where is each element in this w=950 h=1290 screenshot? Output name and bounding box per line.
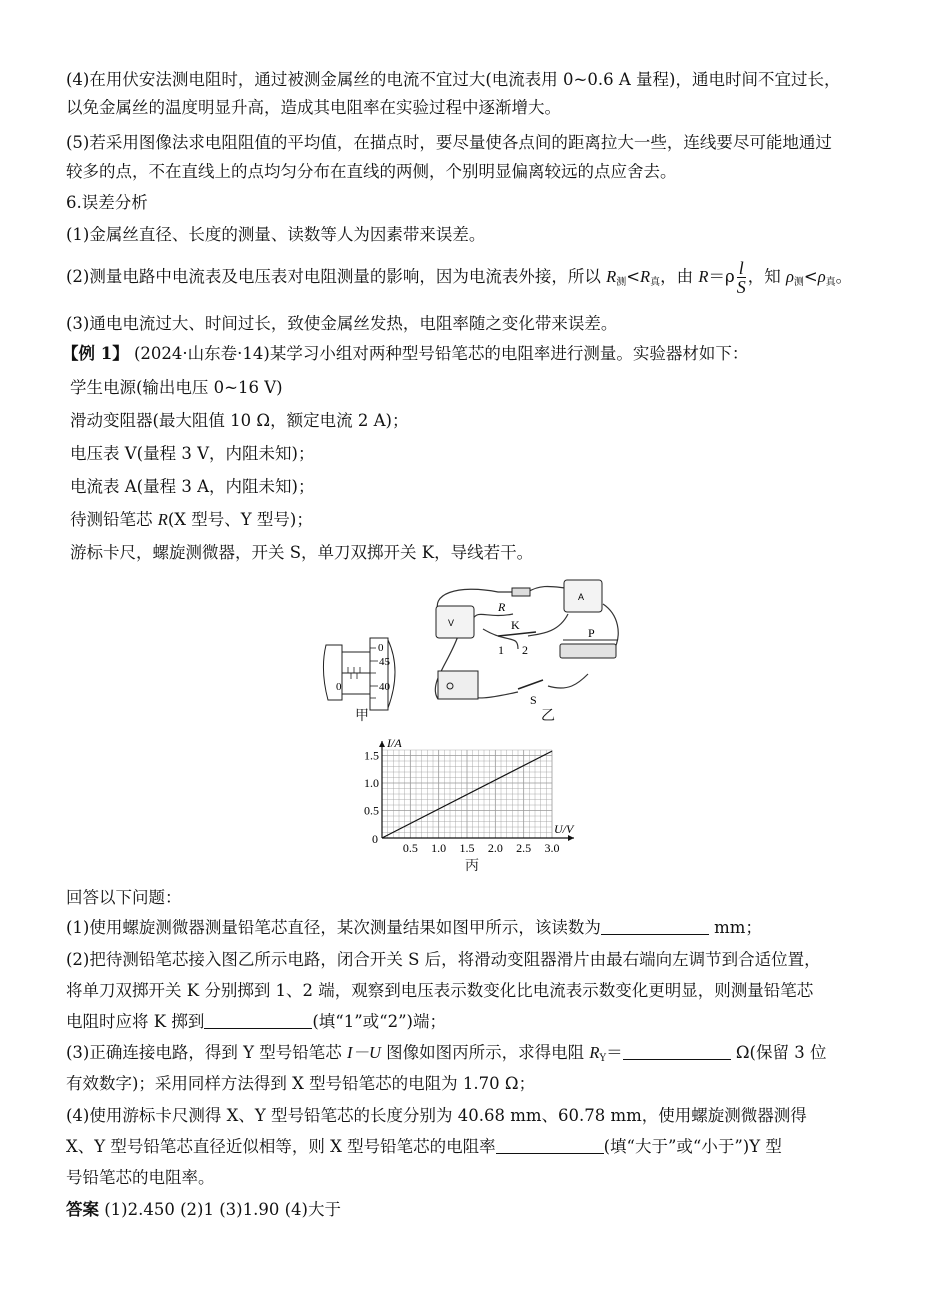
answer-blank-2[interactable] (204, 1012, 312, 1029)
svg-text:S: S (530, 693, 537, 707)
y-tick-label: 1.5 (364, 748, 379, 763)
svg-text:R: R (498, 600, 506, 614)
question-4-line-3: 号铅笔芯的电阻率。 (66, 1168, 215, 1187)
figure-label-bing: 丙 (465, 858, 479, 874)
equipment-item: 电流表 A(量程 3 A，内阻未知)； (70, 477, 315, 496)
chart-axes (379, 741, 574, 841)
y-tick-label: 0.5 (364, 803, 379, 818)
power-supply-icon (438, 671, 478, 699)
rheostat-icon (560, 644, 616, 658)
question-4-line-1: (4)使用游标卡尺测得 X、Y 型号铅笔芯的长度分别为 40.68 mm、60.78 mm，使用螺旋测微器测得 (66, 1106, 807, 1125)
question-3-line-2: 有效数字)；采用同样方法得到 X 型号铅笔芯的电阻为 1.70 Ω； (66, 1074, 536, 1093)
error-item-2: (2)测量电路中电流表及电压表对电阻测量的影响，因为电流表外接，所以 $R_测<R_真$，由 R＝ρ $\frac{l}{S}$ ，知 $\rho_测<\rho_真$。 (66, 258, 853, 297)
section-error-analysis: 6.误差分析 (66, 193, 148, 212)
question-4-line-2: X、Y 型号铅笔芯直径近似相等，则 X 型号铅笔芯的电阻率 (填“大于”或“小于”)Y 型 (66, 1137, 782, 1156)
error-item-3: (3)通电电流过大、时间过长，致使金属丝发热，电阻率随之变化带来误差。 (66, 314, 618, 333)
para-5-line-2: 较多的点，不在直线上的点均匀分布在直线的两侧，个别明显偏离较远的点应舍去。 (66, 162, 677, 181)
svg-text:P: P (588, 626, 595, 640)
para-4-line-1: (4)在用伏安法测电阻时，通过被测金属丝的电流不宜过大(电流表用 0~0.6 A 量程)，通电时间不宜过长， (66, 70, 841, 89)
x-tick-label: 3.0 (544, 841, 560, 855)
x-tick-label: 0.5 (402, 841, 418, 855)
question-1: (1)使用螺旋测微器测量铅笔芯直径，某次测量结果如图甲所示，该读数为 mm； (66, 918, 762, 937)
switch-s-icon (518, 680, 543, 689)
svg-text:V: V (448, 618, 455, 628)
micrometer-tick: 0 (378, 642, 384, 654)
question-2-line-3: 电阻时应将 K 掷到 (填“1”或“2”)端； (66, 1012, 446, 1031)
answer-line: 答案 (1)2.450 (2)1 (3)1.90 (4)大于 (66, 1200, 341, 1219)
figure-label-jia: 甲 (355, 708, 369, 724)
error-item-1: (1)金属丝直径、长度的测量、读数等人为因素带来误差。 (66, 225, 486, 244)
answer-blank-4[interactable] (496, 1137, 604, 1154)
example-1-header: 【例 1】 (2024·山东卷·14)某学习小组对两种型号铅笔芯的电阻率进行测量。实验器材如下： (62, 344, 749, 363)
y-axis-arrow (379, 741, 385, 747)
svg-text:2: 2 (522, 643, 528, 657)
figure-label-yi: 乙 (541, 708, 555, 724)
answer-blank-1[interactable] (601, 918, 709, 935)
x-tick-label: 1.5 (459, 841, 475, 855)
x-axis-label: U/V (554, 822, 574, 836)
para-4-line-2: 以免金属丝的温度明显升高，造成其电阻率在实验过程中逐渐增大。 (66, 98, 561, 117)
equipment-item: 待测铅笔芯 R(X 型号、Y 型号)； (70, 510, 313, 529)
chart-tick-labels (364, 736, 575, 855)
formula-fraction: $\frac{l}{S}$ (736, 258, 746, 297)
pencil-lead-resistor (512, 588, 530, 596)
figure-yi-circuit (418, 574, 633, 714)
svg-text:A: A (578, 592, 585, 602)
svg-text:1: 1 (498, 643, 504, 657)
question-3-line-1: (3)正确连接电路，得到 Y 型号铅笔芯 I－U 图像如图丙所示，求得电阻 $R_Y= \Omega$(保留 3 位 (66, 1043, 827, 1064)
equipment-item: 游标卡尺，螺旋测微器，开关 S，单刀双掷开关 K，导线若干。 (70, 543, 534, 562)
y-tick-label: 1.0 (364, 776, 379, 790)
y-axis-label: I/A (387, 736, 402, 750)
question-2-line-1: (2)把待测铅笔芯接入图乙所示电路，闭合开关 S 后，将滑动变阻器滑片由最右端向左调节到合适位置， (66, 950, 821, 969)
voltmeter-icon (436, 606, 474, 638)
x-tick-label: 2.5 (516, 841, 532, 855)
micrometer-zero: 0 (336, 681, 342, 693)
origin-label: 0 (372, 832, 378, 846)
para-5-line-1: (5)若采用图像法求电阻阻值的平均值，在描点时，要尽量使各点间的距离拉大一些，连线要尽可能地通过 (66, 133, 832, 152)
micrometer-tick: 45 (379, 656, 390, 668)
equipment-item: 学生电源(输出电压 0~16 V) (70, 378, 283, 397)
svg-text:K: K (511, 618, 520, 632)
x-tick-label: 2.0 (487, 841, 503, 855)
equipment-item: 电压表 V(量程 3 V，内阻未知)； (70, 444, 315, 463)
figure-bing-iu-chart (355, 735, 595, 860)
x-tick-label: 1.0 (431, 841, 447, 855)
equipment-item: 滑动变阻器(最大阻值 10 Ω，额定电流 2 A)； (70, 411, 409, 430)
micrometer-tick: 40 (379, 681, 390, 693)
answer-blank-3[interactable] (623, 1043, 731, 1060)
question-2-line-2: 将单刀双掷开关 K 分别掷到 1、2 端，观察到电压表示数变化比电流表示数变化更明显，则测量铅笔芯 (66, 981, 814, 1000)
questions-intro: 回答以下问题： (66, 888, 182, 907)
